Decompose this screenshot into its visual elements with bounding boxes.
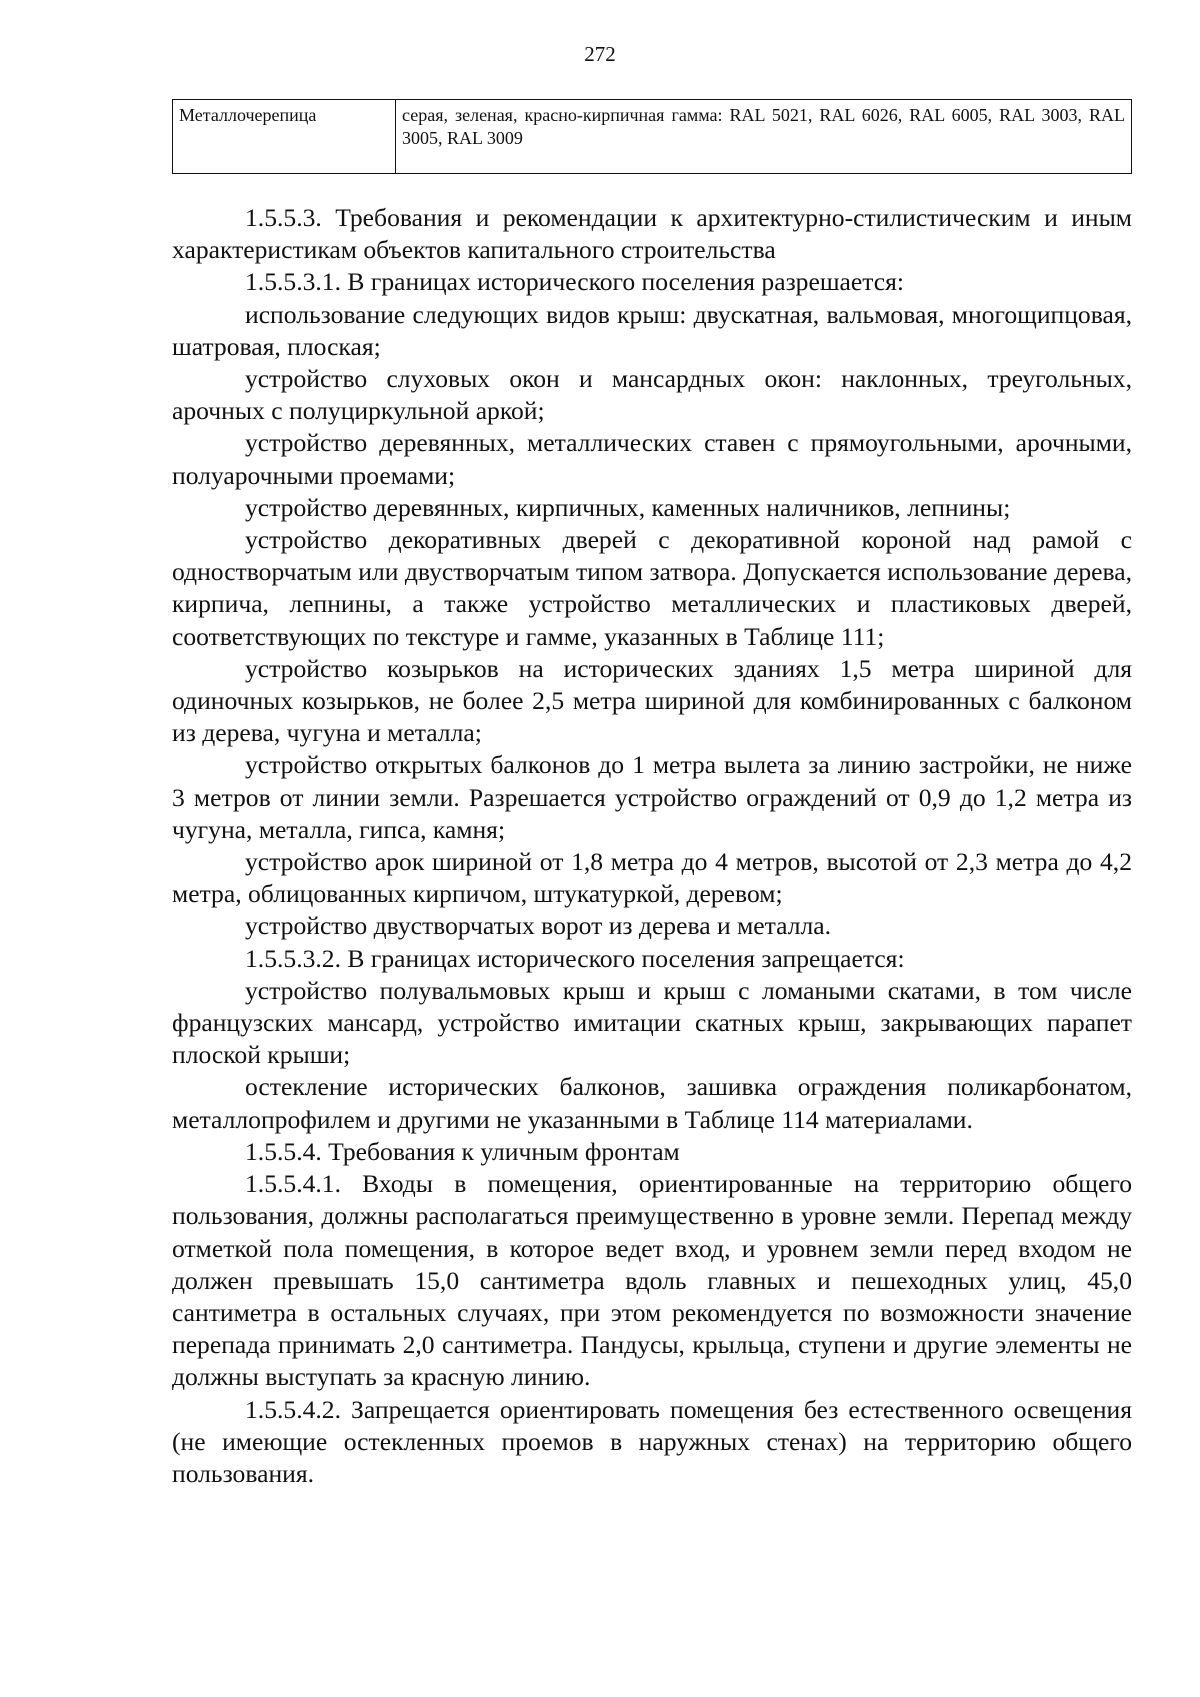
document-body	[172, 202, 1132, 1490]
table-cell-colors: серая, зеленая, красно-кирпичная гамма: RAL 5021, RAL 6026, RAL 6005, RAL 3003, RAL 3005, RAL 3009	[396, 100, 1132, 174]
section-heading-1-5-5-4: 1.5.5.4. Требования к уличным фронтам	[245, 1136, 680, 1166]
table-row	[173, 100, 1132, 174]
list-item: устройство деревянных, кирпичных, каменных наличников, лепнины;	[245, 492, 1011, 522]
subsection-heading-1-5-5-3-1: 1.5.5.3.1. В границах исторического поселения разрешается:	[245, 267, 905, 297]
list-item: устройство слуховых окон и мансардных окон: наклонных, треугольных, арочных с полуциркульной аркой;	[172, 364, 1132, 426]
list-item: устройство декоративных дверей с декоративной короной над рамой с одностворчатым или двустворчатым типом затвора. Допускается использование дерева, кирпича, лепнины, а также устройство металлических и пластиковых дверей, соответствующих по текстуре и гамме, указанных в Таблице 111;	[172, 525, 1132, 651]
materials-table	[172, 99, 1132, 174]
list-item: устройство деревянных, металлических ставен с прямоугольными, арочными, полуарочными проемами;	[172, 428, 1132, 490]
table-cell-material: Металлочерепица	[173, 100, 396, 174]
list-item: устройство двустворчатых ворот из дерева и металла.	[245, 911, 832, 941]
list-item: устройство козырьков на исторических зданиях 1,5 метра шириной для одиночных козырьков, не более 2,5 метра шириной для комбинированных с балконом из дерева, чугуна и металла;	[172, 653, 1132, 748]
subsection-heading-1-5-5-3-2: 1.5.5.3.2. В границах исторического поселения запрещается:	[245, 943, 905, 973]
page-number: 272	[584, 42, 616, 66]
section-heading-1-5-5-3: 1.5.5.3. Требования и рекомендации к архитектурно-стилистическим и иным характеристикам объектов капитального строительства	[172, 203, 1132, 265]
list-item: устройство арок шириной от 1,8 метра до 4 метров, высотой от 2,3 метра до 4,2 метра, облицованных кирпичом, штукатуркой, деревом;	[172, 847, 1132, 909]
paragraph-1-5-5-4-1: 1.5.5.4.1. Входы в помещения, ориентированные на территорию общего пользования, должны располагаться преимущественно в уровне земли. Перепад между отметкой пола помещения, в которое ведет вход, и уровнем земли перед входом не должен превышать 15,0 сантиметра вдоль главных и пешеходных улиц, 45,0 сантиметра в остальных случаях, при этом рекомендуется по возможности значение перепада принимать 2,0 сантиметра. Пандусы, крыльца, ступени и другие элементы не должны выступать за красную линию.	[172, 1169, 1132, 1392]
list-item: устройство полувальмовых крыш и крыш с ломаными скатами, в том числе французских мансард, устройство имитации скатных крыш, закрывающих парапет плоской крыши;	[172, 975, 1132, 1070]
list-item: устройство открытых балконов до 1 метра вылета за линию застройки, не ниже 3 метров от линии земли. Разрешается устройство ограждений от 0,9 до 1,2 метра из чугуна, металла, гипса, камня;	[172, 750, 1132, 844]
list-item: остекление исторических балконов, зашивка ограждения поликарбонатом, металлопрофилем и другими не указанными в Таблице 114 материалами.	[172, 1072, 1132, 1134]
list-item: использование следующих видов крыш: двускатная, вальмовая, многощипцовая, шатровая, плоская;	[172, 299, 1132, 361]
paragraph-1-5-5-4-2: 1.5.5.4.2. Запрещается ориентировать помещения без естественного освещения (не имеющие остекленных проемов в наружных стенах) на территорию общего пользования.	[172, 1394, 1132, 1488]
